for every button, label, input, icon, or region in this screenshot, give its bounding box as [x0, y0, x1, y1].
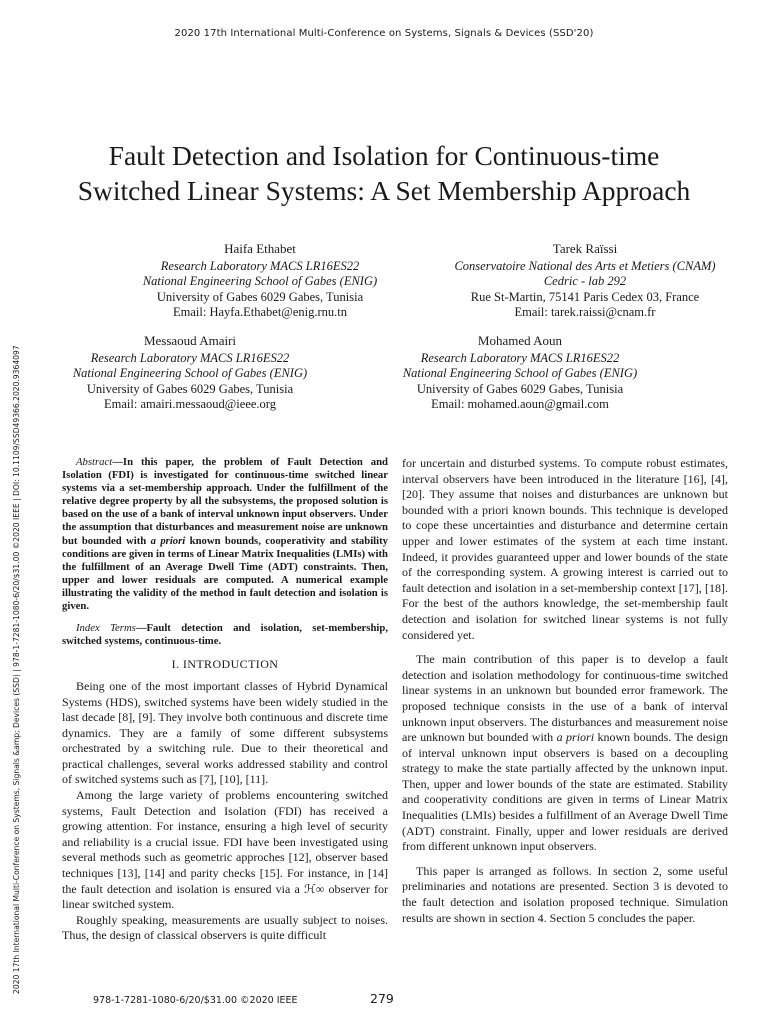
spacer [402, 643, 728, 652]
author-name: Haifa Ethabet [224, 241, 296, 256]
author-affiliation: National Engineering School of Gabes (ENIG) [72, 366, 308, 381]
right-column [402, 456, 728, 926]
left-column [62, 456, 388, 944]
doi-sidebar-text: 2020 17th International Multi-Conference on Systems, Signals &amp; Devices (SSD) | 978-1-7281-1080-6/20/$31.00 ©2020 IEEE | DOI: 10.1109/SSD49366.2020.9364097 [12, 345, 21, 994]
author-affiliation: Research Laboratory MACS LR16ES22 [420, 350, 620, 365]
copyright-footer: 978-1-7281-1080-6/20/$31.00 ©2020 IEEE [93, 995, 298, 1006]
author-email: Email: amairi.messaoud@ieee.org [104, 397, 276, 412]
author-name: Tarek Raïssi [552, 241, 618, 256]
body-paragraph [402, 652, 728, 855]
spacer [402, 855, 728, 864]
body-text: The main contribution of this paper is to develop a fault detection and isolation methodology for continuous-time switched linear systems in an unknown but bounded error framework. The proposed technique consists in the use of a bank of interval unknown input observers. The disturbances and measurement noise are unknown but bounded with [402, 652, 728, 745]
body-paragraph: Roughly speaking, measurements are usually subject to noises. Thus, the design of classical observers is quite difficult [62, 912, 388, 943]
author-block [110, 241, 410, 321]
author-block [40, 333, 340, 413]
author-email: Email: Hayfa.Ethabet@enig.rnu.tn [173, 305, 347, 320]
abstract-text: known bounds, cooperativity and stability conditions are given in terms of Linear Matrix Inequalities (LMIs) with the fulfillment of an Average Dwell Time (ADT) constraints. Then, upper and lower residuals are computed. A numerical example illustrating the validity of the method in fault detection and isolation is given. [62, 534, 389, 613]
author-name: Messaoud Amairi [143, 333, 237, 348]
spacer [62, 613, 388, 622]
author-affiliation: National Engineering School of Gabes (ENIG) [142, 274, 378, 289]
section-heading: I. INTRODUCTION [171, 657, 279, 672]
index-terms [62, 622, 388, 648]
page-number: 279 [370, 991, 394, 1006]
author-address: University of Gabes 6029 Gabes, Tunisia [86, 381, 294, 396]
author-email: Email: tarek.raissi@cnam.fr [514, 305, 656, 320]
body-emphasis: a priori [556, 730, 595, 745]
author-address: Rue St-Martin, 75141 Paris Cedex 03, France [470, 289, 700, 304]
body-paragraph: Being one of the most important classes of Hybrid Dynamical Systems (HDS), switched systems have been widely studied in the last decade [8], [9]. They involve both continuous and discrete time dynamics. They are a family of some different subsystems orchestrated by a switching rule. Due to their theoretical and practical challenges, several works addressed stability and control of switched systems such as [7], [10], [11]. [62, 678, 388, 787]
author-affiliation: Research Laboratory MACS LR16ES22 [160, 258, 360, 273]
author-affiliation: Conservatoire National des Arts et Metiers (CNAM) [454, 258, 716, 273]
body-paragraph: Among the large variety of problems encountering switched systems, Fault Detection and Isolation (FDI) has received a growing attention. For instance, ensuring a high level of security and reliability is a crucial issue. FDI have been investigated using several methods such as geometric approches [12], observer based techniques [13], [14] and parity checks [15]. For instance, in [14] the fault detection and isolation is ensured via a ℋ∞ observer for linear switched system. [62, 788, 388, 912]
author-affiliation: Cedric - lab 292 [543, 274, 627, 289]
author-email: Email: mohamed.aoun@gmail.com [431, 397, 609, 412]
author-block [420, 241, 750, 321]
body-paragraph: This paper is arranged as follows. In section 2, some useful preliminaries and notations are presented. Section 3 is devoted to the fault detection and isolation proposed technique. Simulation results are shown in section 4. Section 5 concludes the paper. [402, 863, 728, 925]
index-terms-text: —Fault detection and isolation, set-membership, switched systems, continuous-time. [62, 622, 388, 648]
paper-title: Fault Detection and Isolation for Continuous-time Switched Linear Systems: A Set Membership Approach [77, 140, 691, 206]
conference-header: 2020 17th International Multi-Conference on Systems, Signals & Devices (SSD'20) [174, 28, 594, 39]
doi-sidebar [12, 268, 28, 1003]
abstract-lead: Abstract [76, 456, 113, 468]
author-name: Mohamed Aoun [477, 333, 563, 348]
author-block [370, 333, 670, 413]
body-paragraph: for uncertain and disturbed systems. To compute robust estimates, interval observers have been introduced in the literature [16], [4], [20]. They assume that noises and disturbances are unknown but bounded with a priori known bounds. This technique is developed to cope these uncertainties and disturbance and determine certain upper and lower estimates of the system at each time instant. Indeed, it provides guaranteed upper and lower bounds of the state of the corresponding system. A growing interest is carried out to fault detection and isolation in a set-membership context [17], [18]. For the best of the authors knowledge, the set-membership fault detection and isolation for switched linear systems is not fully considered yet. [402, 456, 728, 642]
abstract [62, 456, 388, 613]
author-affiliation: Research Laboratory MACS LR16ES22 [90, 350, 290, 365]
abstract-text: —In this paper, the problem of Fault Detection and Isolation (FDI) is investigated for continuous-time switched linear systems via a set-membership approach. Under the fulfillment of the relative degree property by all the subsystems, the proposed solution is based on the use of a bank of interval unknown input observers. Under the assumption that disturbances and measurement noise are unknown but bounded with [62, 456, 388, 547]
body-text: known bounds. The design of interval unknown input observers is based on a decoupling strategy to make the state partially affected by the unknown input. Then, upper and lower bounds of the state are estimated. Stability and cooperativity conditions are given in terms of Linear Matrix Inequalities (LMIs) besides a fulfillment of an Average Dwell Time (ADT) constraint. Finally, upper and lower residuals are derived from different unknown input observers. [402, 730, 728, 854]
author-affiliation: National Engineering School of Gabes (ENIG) [402, 366, 638, 381]
author-address: University of Gabes 6029 Gabes, Tunisia [416, 381, 624, 396]
author-address: University of Gabes 6029 Gabes, Tunisia [156, 289, 364, 304]
abstract-emphasis: a priori [150, 534, 186, 547]
index-terms-lead: Index Terms [76, 622, 136, 635]
